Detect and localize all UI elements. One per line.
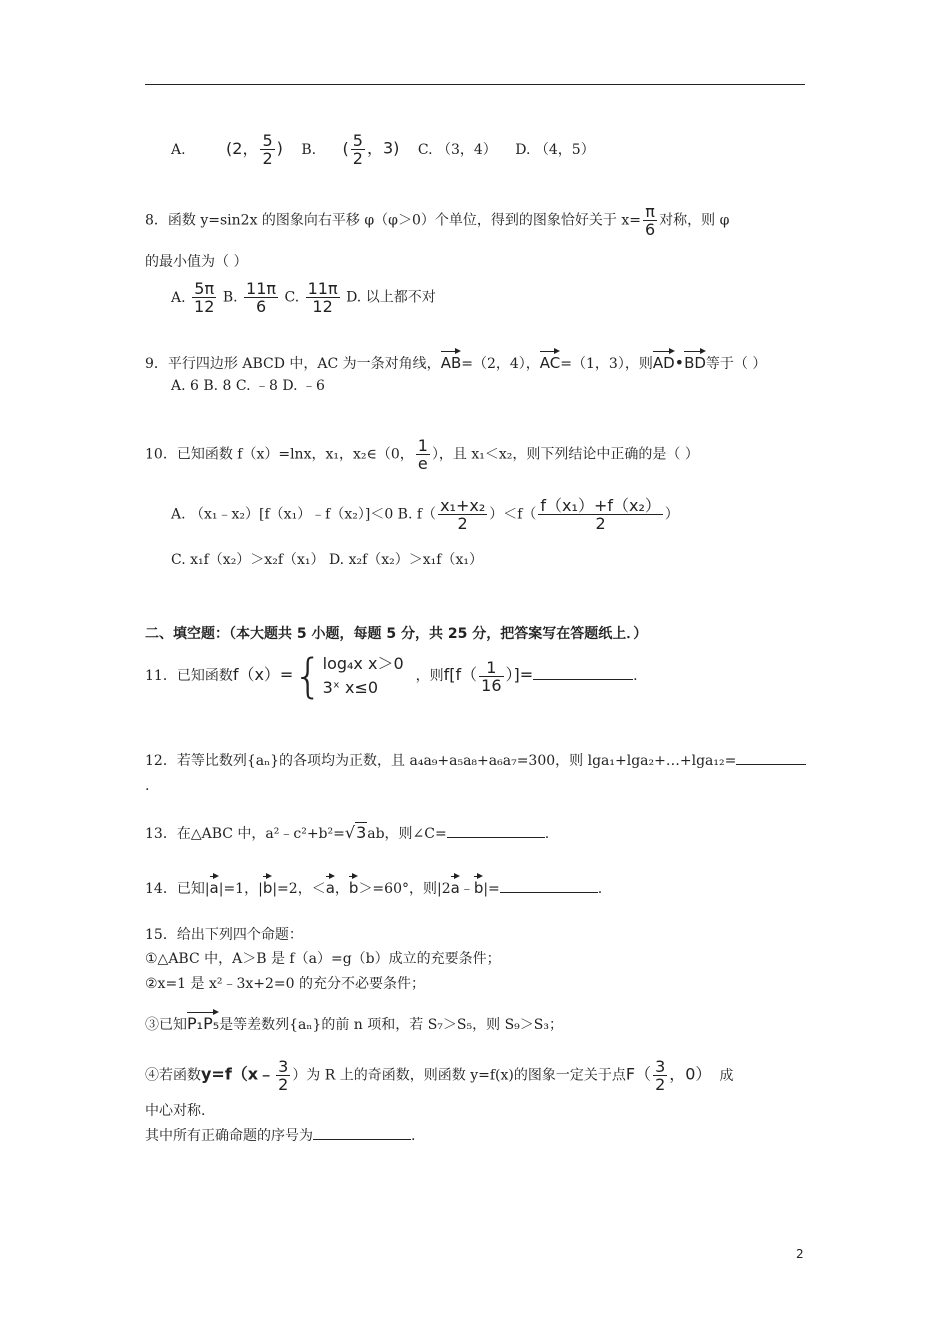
q14-stem [145,874,602,899]
dot-operator: • [674,353,685,372]
q7-option-b-pre: ( [342,138,349,158]
q10-option-b-end: ） [664,506,679,523]
vector-b-expr: b [474,874,484,898]
q11-stem-mid: ，则 [415,668,444,684]
q9-stem [145,349,766,374]
q9-stem-end: 等于（ ） [705,356,767,372]
q14-mid3: ＞=60°，则|2 [358,881,451,897]
q12-period: . [145,778,150,794]
q14-answer-blank[interactable] [500,878,598,893]
q8-options [145,280,436,315]
q7-option-b-fraction: $\frac{5}{2}$ [352,131,363,168]
q15-final [145,1125,415,1146]
vector-a: a [210,874,219,898]
q8-option-b-fraction: $\frac{11\pi}{6}$ [246,279,277,316]
q8-option-a-label: A. [171,289,186,306]
q12-stem [145,750,806,771]
q10-option-b-fraction2: $\frac{\text{f（x₁）+f（x₂）}}{2}$ [540,496,661,533]
q14-mid2: |=2，＜ [272,881,326,897]
q15-p4-point-f: F（ [625,1064,652,1084]
q10-option-b-fraction1: $\frac{\text{x₁+x₂}}{2}$ [440,496,486,533]
q9-stem-mid1: =（2，4）， [461,356,540,372]
q10-options-cd: C. x₁f（x₂）＞x₂f（x₁） D. x₂f（x₂）＞x₁f（x₁） [171,552,483,568]
q10-stem [145,437,699,472]
q11-case-2: 3ˣ x≤0 [322,678,379,697]
q10-stem-post: ），且 x₁＜x₂，则下列结论中正确的是（ ） [431,446,699,463]
q11-stem-pre: 11．已知函数 [145,668,233,684]
vector-b: b [263,874,273,898]
vector-a-expr: a [451,874,460,898]
q7-option-b-post: ，3) [366,138,400,158]
q14-period: . [597,881,603,897]
vector-a-angle: a [326,874,335,898]
q15-p4-mid: ）为 R 上的奇函数，则函数 y=f(x)的图象一定关于点 [292,1067,626,1084]
q15-p4-function: y=f（x﹣ [201,1064,275,1084]
q15-p4-pre: ④若函数 [145,1067,201,1084]
q15-proposition-2: ②x=1 是 x²﹣3x+2=0 的充分不必要条件； [145,976,426,992]
vector-b-angle: b [349,874,359,898]
q14-minus: ﹣ [459,881,474,897]
q9-options: A. 6 B. 8 C. ﹣8 D. ﹣6 [171,378,325,394]
q13-stem [145,822,549,844]
q11-case-1: log₄x x＞0 [322,654,404,673]
sqrt-symbol: √ [344,823,356,842]
q7-option-a-pre: (2， [226,138,259,158]
q15-p4-point-end: ，0） [669,1064,712,1084]
q15-answer-blank[interactable] [313,1125,411,1140]
q8-stem-line1 [145,203,729,238]
q9-stem-mid2: =（1，3），则 [560,356,653,372]
q14-stem-pre: 14．已知| [145,881,210,897]
vector-ad: AD [653,349,675,373]
q15-stem: 15．给出下列四个命题： [145,927,303,943]
q11-period: . [633,668,638,684]
q7-options [145,132,595,167]
q15-proposition-4 [145,1058,733,1093]
q15-period: . [411,1128,416,1144]
vector-ab: AB [441,349,462,373]
vector-bd: BD [684,349,706,373]
q9-stem-pre: 9．平行四边形 ABCD 中，AC 为一条对角线， [145,356,441,372]
q15-p4-fraction2: $\frac{3}{2}$ [655,1057,666,1094]
q15-final-text: 其中所有正确命题的序号为 [145,1128,313,1144]
q15-proposition-1: ①△ABC 中，A＞B 是 f（a）=g（b）成立的充要条件； [145,951,501,967]
q8-option-a-fraction: $\frac{5\pi}{12}$ [194,279,215,316]
q11-answer-blank[interactable] [533,665,633,680]
q10-one-over-e: $\frac{1}{e}$ [417,436,428,473]
q7-option-a-label: A. [171,141,186,158]
q15-p3-pre: ③已知 [145,1017,187,1033]
header-rule [145,84,805,85]
q7-option-a-post: ) [276,138,283,158]
q8-stem-line2: 的最小值为（ ） [145,254,248,270]
q13-period: . [544,826,550,842]
q11-left-brace: { [293,649,323,703]
page-number: 2 [796,1247,804,1261]
q11-one-over-16: $\frac{1}{16}$ [481,657,502,695]
q10-option-b-mid: ）＜f（ [489,506,537,523]
q13-answer-blank[interactable] [447,823,545,838]
q10-option-a: A. （x₁﹣x₂）[f（x₁）﹣f（x₂）]＜0 B. f（ [171,506,437,523]
q13-stem-pre: 13．在△ABC 中，a²﹣c²+b²= [145,826,345,842]
vector-ac: AC [540,349,560,373]
q7-option-c: C. （3，4） [417,141,497,158]
q8-option-c-fraction: $\frac{11\pi}{12}$ [307,279,338,316]
q13-stem-post: ab，则∠C= [367,826,447,842]
q12-answer-blank[interactable] [736,750,806,765]
q7-option-b-label: B. [301,141,317,158]
q8-option-c-label: C. [284,289,300,306]
q14-comma: ， [334,881,349,897]
q15-p4-end: 成 [719,1067,734,1084]
q14-mid1: |=1，| [218,881,263,897]
q15-proposition-3 [145,1010,563,1035]
q11-composite-end: ）]= [505,665,534,684]
q8-option-d: D. 以上都不对 [346,289,436,306]
vector-p1p5: P₁P₅ [187,1010,219,1034]
q7-option-a-fraction: $\frac{5}{2}$ [262,131,273,168]
q15-proposition-4-line2: 中心对称. [145,1103,206,1119]
q8-option-b-label: B. [222,289,238,306]
q8-stem-text: 8．函数 y=sin2x 的图象向右平移 φ（φ＞0）个单位，得到的图象恰好关于 x= [145,212,641,229]
q14-mid4: |= [483,881,500,897]
q7-option-d: D. （4，5） [515,141,595,158]
q10-stem-pre: 10．已知函数 f（x）=lnx，x₁，x₂∈（0， [145,446,414,463]
q11-stem [145,649,638,703]
q11-function-lhs: f（x）= [232,665,294,684]
q8-pi-over-6: $\frac{\pi}{6}$ [644,202,656,239]
q12-stem-text: 12．若等比数列{aₙ}的各项均为正数，且 a₄a₉+a₅a₈+a₆a₇=300，则 lga₁+lga₂+…+lga₁₂= [145,753,737,769]
q11-piecewise-cases [323,652,404,700]
q15-p3-post: 是等差数列{aₙ}的前 n 项和，若 S₇＞S₅，则 S₉＞S₃； [219,1017,563,1033]
q13-radicand: 3 [356,823,367,842]
q8-stem-end: 对称，则 φ [659,212,730,229]
q15-p4-fraction1: $\frac{3}{2}$ [278,1057,289,1094]
q11-composite-f: f[f（ [443,665,478,684]
section-2-title: 二、填空题：（本大题共 5 小题，每题 5 分，共 25 分，把答案写在答题纸上．） [145,626,648,642]
q10-options-ab [171,497,679,532]
